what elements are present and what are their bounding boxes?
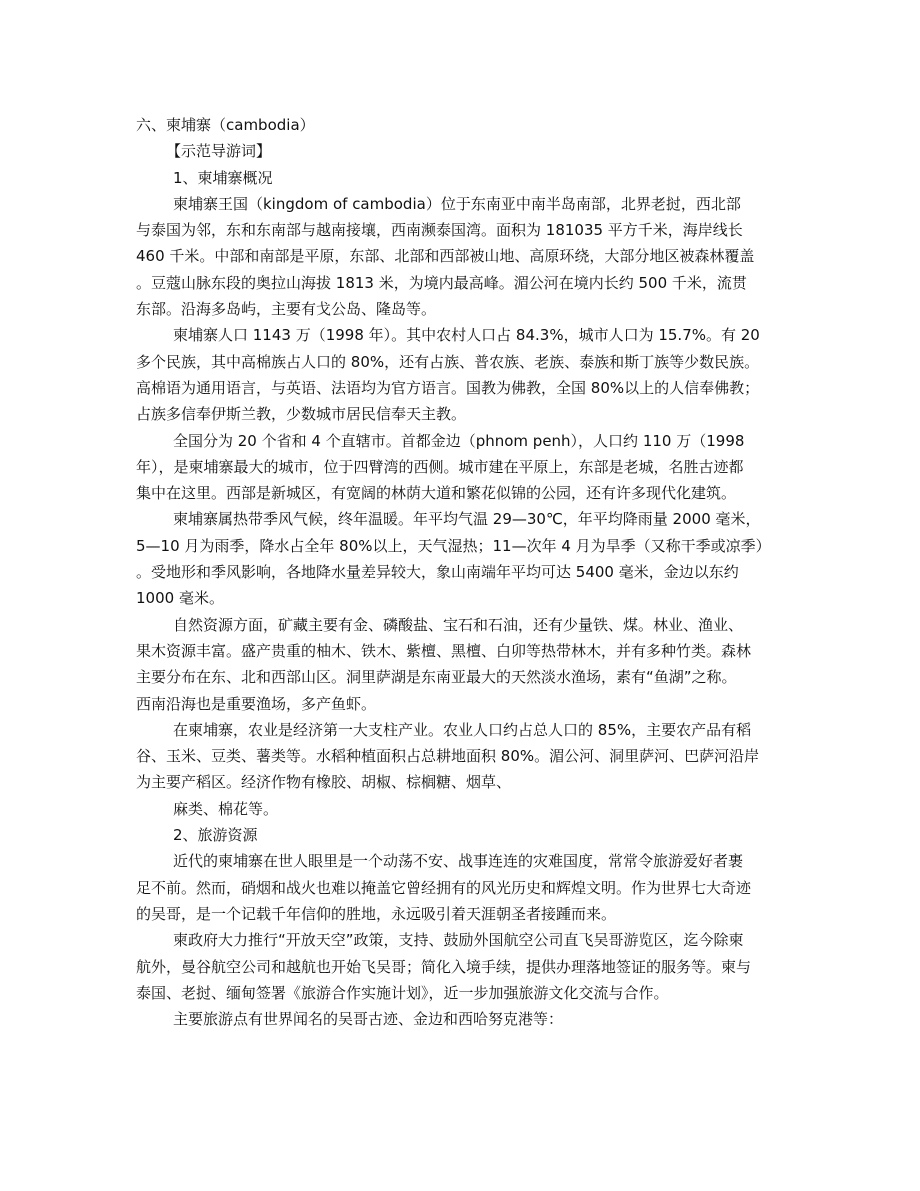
- text-line: 与泰国为邻，东和东南部与越南接壤，西南濒泰国湾。面积为 181035 平方千米，海岸线长: [136, 221, 743, 240]
- text-line: 高棉语为通用语言，与英语、法语均为官方语言。国教为佛教，全国 80%以上的人信奉佛教；: [136, 378, 760, 397]
- text-line: 1、柬埔寨概况: [173, 168, 273, 187]
- text-line: 为主要产稻区。经济作物有橡胶、胡椒、棕榈糖、烟草、: [136, 773, 512, 792]
- text-line: 近代的柬埔寨在世人眼里是一个动荡不安、战事连连的灾难国度，常常令旅游爱好者裹: [173, 852, 744, 871]
- text-line: 在柬埔寨，农业是经济第一大支柱产业。农业人口约占总人口的 85%，主要农产品有稻: [173, 720, 752, 739]
- text-line: 航外，曼谷航空公司和越航也开始飞吴哥；简化入境手续，提供办理落地签证的服务等。柬与: [136, 957, 752, 976]
- text-line: 多个民族，其中高棉族占人口的 80%，还有占族、普农族、老族、泰族和斯丁族等少数民族。: [136, 352, 760, 371]
- text-line: 的吴哥，是一个记载千年信仰的胜地，永远吸引着天涯朝圣者接踵而来。: [136, 904, 617, 923]
- text-line: 全国分为 20 个省和 4 个直辖市。首都金边（phnom penh），人口约 110 万（1998: [173, 431, 745, 450]
- text-line: 【示范导游词】: [166, 142, 272, 161]
- text-line: 年），是柬埔寨最大的城市，位于四臂湾的西侧。城市建在平原上，东部是老城，名胜古迹都: [136, 457, 744, 476]
- text-line: 麻类、棉花等。: [173, 799, 279, 818]
- text-line: 足不前。然而，硝烟和战火也难以掩盖它曾经拥有的风光历史和辉煌文明。作为世界七大奇迹: [136, 878, 752, 897]
- text-line: 1000 毫米。: [136, 589, 224, 608]
- text-line: 自然资源方面，矿藏主要有金、磷酸盐、宝石和石油，还有少量铁、煤。林业、渔业、: [173, 615, 744, 634]
- text-line: 占族多信奉伊斯兰教，少数城市居民信奉天主教。: [136, 405, 467, 424]
- text-line: 柬埔寨人口 1143 万（1998 年）。其中农村人口占 84.3%，城市人口为 15.7%。有 20: [173, 326, 760, 345]
- text-line: 六、柬埔寨（cambodia）: [136, 116, 315, 134]
- text-line: 5—10 月为雨季，降水占全年 80%以上，天气湿热；11—次年 4 月为旱季（又称干季或凉季）: [136, 536, 771, 555]
- text-line: 主要旅游点有世界闻名的吴哥古迹、金边和西哈努克港等：: [173, 1010, 564, 1029]
- text-line: 谷、玉米、豆类、薯类等。水稻种植面积占总耕地面积 80%。湄公河、洞里萨河、巴萨河沿岸: [136, 747, 760, 766]
- text-line: 西南沿海也是重要渔场，多产鱼虾。: [136, 694, 377, 713]
- text-line: 。豆蔻山脉东段的奥拉山海拔 1813 米，为境内最高峰。湄公河在境内长约 500 千米，流贯: [136, 273, 747, 292]
- text-line: 泰国、老挝、缅甸签署《旅游合作实施计划》，近一步加强旅游文化交流与合作。: [136, 983, 669, 1002]
- text-line: 主要分布在东、北和西部山区。洞里萨湖是东南亚最大的天然淡水渔场，素有“鱼湖”之称。: [136, 668, 737, 687]
- text-line: 柬埔寨王国（kingdom of cambodia）位于东南亚中南半岛南部，北界老挝，西北部: [173, 194, 741, 213]
- text-line: 。受地形和季风影响，各地降水量差异较大，象山南端年平均可达 5400 毫米，金边以东约: [136, 563, 739, 582]
- text-line: 集中在这里。西部是新城区，有宽阔的林荫大道和繁花似锦的公园，还有许多现代化建筑。: [136, 484, 737, 503]
- text-line: 果木资源丰富。盛产贵重的柚木、铁木、紫檀、黑檀、白卯等热带林木，并有多种竹类。森林: [136, 641, 752, 660]
- text-line: 柬埔寨属热带季风气候，终年温暖。年平均气温 29—30℃，年平均降雨量 2000 毫米，: [173, 510, 761, 529]
- text-line: 东部。沿海多岛屿，主要有戈公岛、隆岛等。: [136, 300, 437, 319]
- text-line: 柬政府大力推行“开放天空”政策，支持、鼓励外国航空公司直飞吴哥游览区，迄今除柬: [173, 931, 744, 950]
- text-line: 2、旅游资源: [173, 826, 258, 845]
- document-body: [136, 112, 786, 1032]
- text-line: 460 千米。中部和南部是平原，东部、北部和西部被山地、高原环绕，大部分地区被森林覆盖: [136, 247, 755, 266]
